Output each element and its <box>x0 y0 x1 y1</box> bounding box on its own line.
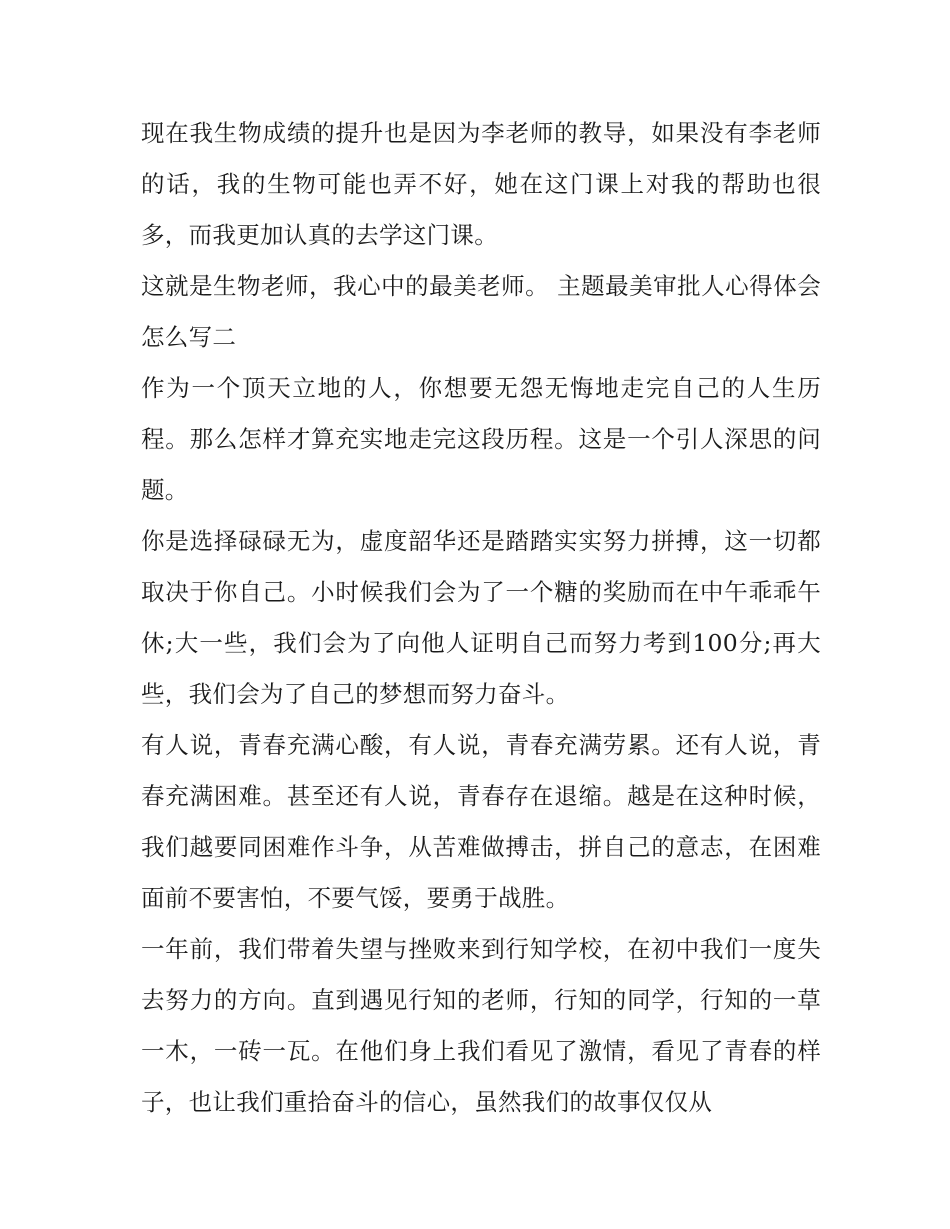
paragraph-youth-hardship: 有人说，青春充满心酸，有人说，青春充满劳累。还有人说，青春充满困难。甚至还有人说，青春存在退缩。越是在这种时候，我们越要同困难作斗争，从苦难做搏击，拼自己的意志，在困难面前不要害怕，不要气馁，要勇于战胜。 <box>141 731 821 912</box>
document-body <box>141 108 821 1128</box>
paragraph-best-teacher-heading: 这就是生物老师，我心中的最美老师。 主题最美审批人心得体会怎么写二 <box>141 272 821 351</box>
paragraph-life-journey: 作为一个顶天立地的人，你想要无怨无悔地走完自己的人生历程。那么怎样才算充实地走完这段历程。这是一个引人深思的问题。 <box>141 374 821 504</box>
paragraph-biology-grades: 现在我生物成绩的提升也是因为李老师的教导，如果没有李老师的话，我的生物可能也弄不好，她在这门课上对我的帮助也很多，而我更加认真的去学这门课。 <box>141 119 821 249</box>
paragraph-xingzhi-school: 一年前，我们带着失望与挫败来到行知学校，在初中我们一度失去努力的方向。直到遇见行知的老师，行知的同学，行知的一草一木，一砖一瓦。在他们身上我们看见了激情，看见了青春的样子，也让我们重拾奋斗的信心，虽然我们的故事仅仅从 <box>141 935 821 1116</box>
paragraph-choice-effort: 你是选择碌碌无为，虚度韶华还是踏踏实实努力拼搏，这一切都取决于你自己。小时候我们会为了一个糖的奖励而在中午乖乖午休;大一些，我们会为了向他人证明自己而努力考到100分;再大些，我们会为了自己的梦想而努力奋斗。 <box>141 527 821 708</box>
